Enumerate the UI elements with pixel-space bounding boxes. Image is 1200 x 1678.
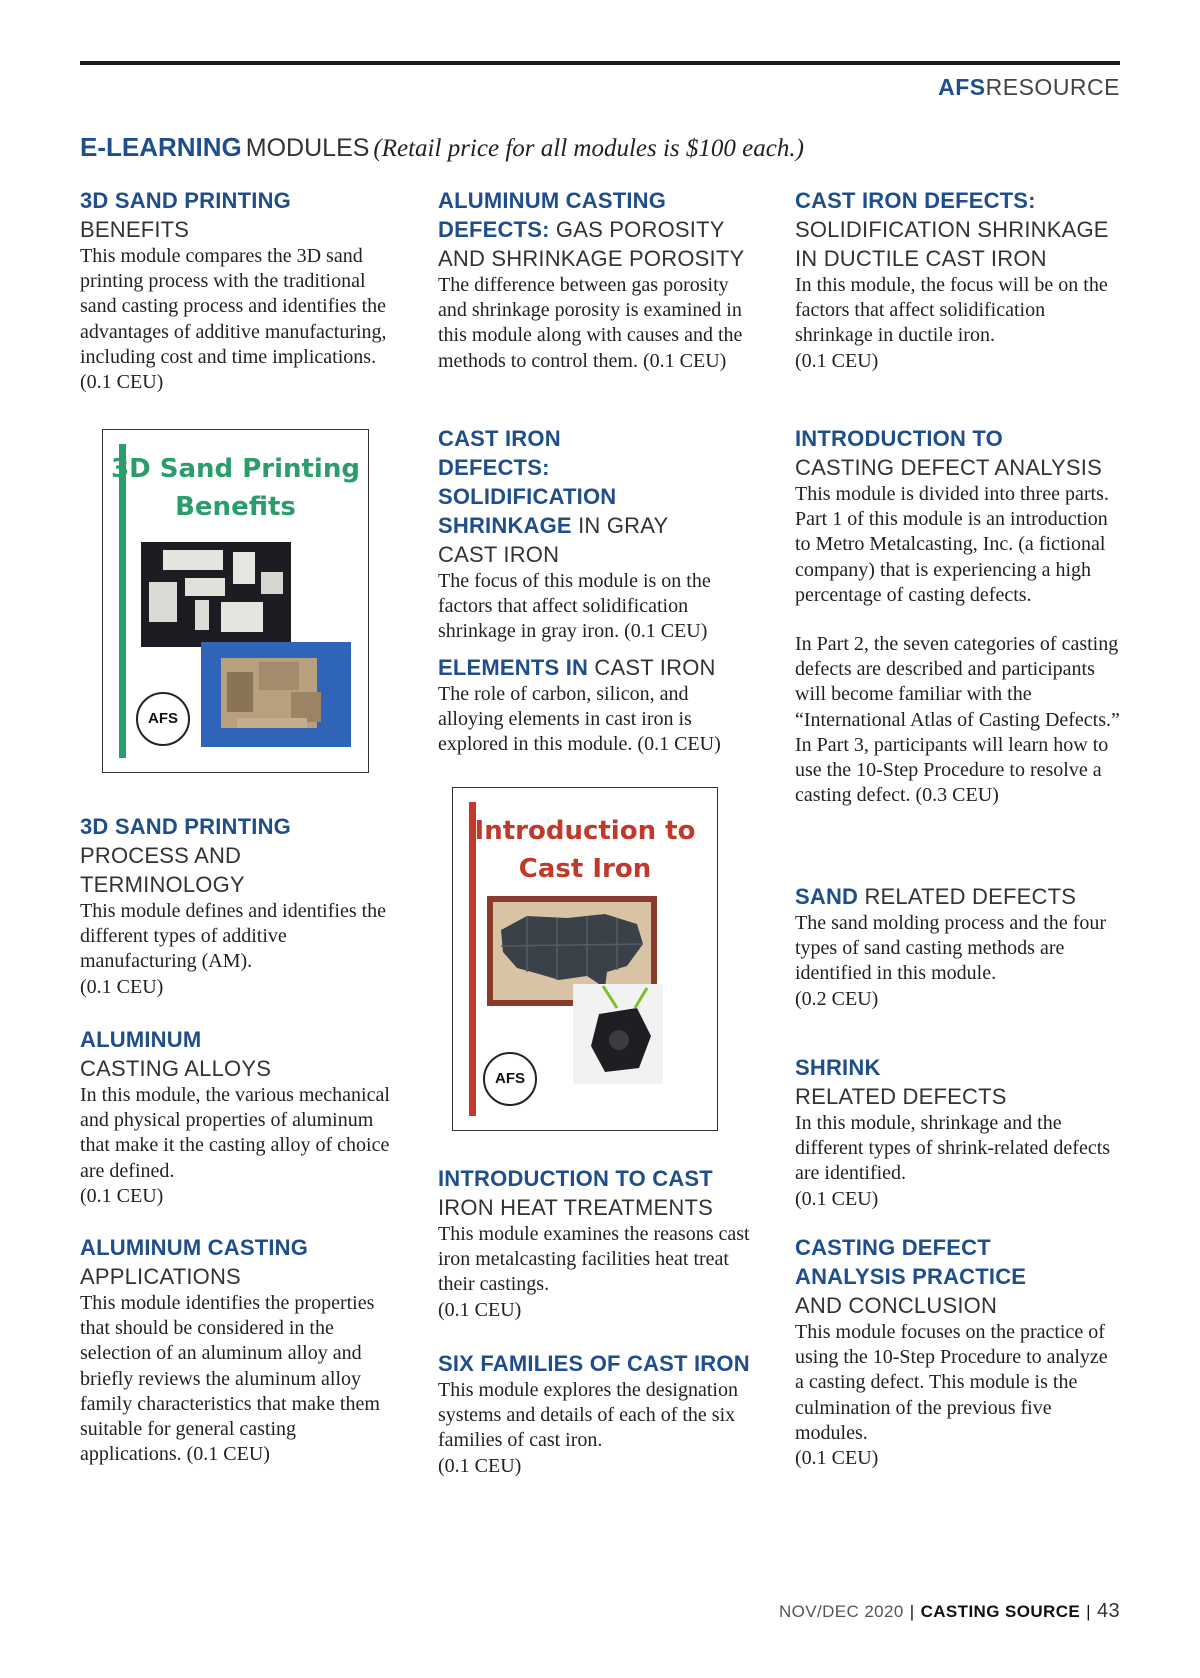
cover-title: Introduction to Cast Iron <box>474 816 696 884</box>
magazine-name: CASTING SOURCE <box>920 1602 1081 1621</box>
cover-introduction-to-cast-iron <box>452 787 718 1131</box>
module-3d-sand-printing-process: 3D SAND PRINTING PROCESS AND TERMINOLOGY This module defines and identifies the different types of additive manufacturing (AM). (0.1 CEU) <box>80 812 400 1000</box>
module-description: The sand molding process and the four types of sand casting methods are identified in this module. <box>795 912 1107 985</box>
module-aluminum-casting-alloys: ALUMINUM CASTING ALLOYS In this module, the various mechanical and physical properties of aluminum that make it the casting alloy of choice are defined. (0.1 CEU) <box>80 1025 400 1209</box>
page-title-light: MODULES <box>245 134 370 162</box>
module-description: In this module, the focus will be on the factors that affect solidification shrinkage in ductile iron. <box>795 274 1108 347</box>
price-note: (Retail price for all modules is $100 each.) <box>373 135 804 162</box>
module-ceu: (0.1 CEU) <box>795 1447 879 1470</box>
section-tag: AFSRESOURCE <box>938 74 1120 100</box>
module-ceu: (0.2 CEU) <box>795 987 879 1010</box>
module-description: The role of carbon, silicon, and alloying elements in cast iron is explored in this module. (0.1 CEU) <box>438 683 721 756</box>
module-description: In this module, the various mechanical and physical properties of aluminum that make it the casting alloy of choice are defined. <box>80 1084 390 1182</box>
module-cast-iron-defects-gray: CAST IRON DEFECTS: SOLIDIFICATION SHRINKAGE IN GRAY CAST IRON The focus of this module is on the factors that affect solidification shrinkage in gray iron. (0.1 CEU) <box>438 424 753 645</box>
top-rule <box>80 61 1120 65</box>
module-ceu: (0.1 CEU) <box>80 1184 164 1207</box>
afs-logo: AFS <box>483 1052 537 1106</box>
module-description: This module examines the reasons cast iron metalcasting facilities heat treat their castings. <box>438 1223 750 1296</box>
module-six-families-of-cast-iron: SIX FAMILIES OF CAST IRON This module explores the designation systems and details of each of the six families of cast iron. (0.1 CEU) <box>438 1349 753 1479</box>
module-ceu: (0.1 CEU) <box>795 349 879 372</box>
module-intro-casting-defect-analysis: INTRODUCTION TO CASTING DEFECT ANALYSIS This module is divided into three parts. Part 1 of this module is an introduction to Metro Metalcasting, Inc. (a fictional company) that is experiencing a high percentage of casting defects. In Part 2, the seven categories of casting defects are described and participants will become familiar with the “International Atlas of Casting Defects.” In Part 3, participants will learn how to use the 10-Step Procedure to resolve a casting defect. (0.3 CEU) <box>795 424 1120 808</box>
page-number: 43 <box>1096 1600 1120 1622</box>
module-aluminum-casting-applications: ALUMINUM CASTING APPLICATIONS This module identifies the properties that should be considered in the selection of an aluminum alloy and briefly reviews the aluminum alloy family characteristics that make them suitable for general casting applications. (0.1 CEU) <box>80 1233 400 1467</box>
module-description: This module compares the 3D sand printing process with the traditional sand casting process and identifies the advantages of additive manufacturing, including cost and time implications. (0.1 CEU) <box>80 245 387 394</box>
module-description-part-2: In Part 2, the seven categories of casting defects are described and participants will become familiar with the “International Atlas of Casting Defects.” In Part 3, participants will learn how to use the 10-Step Procedure to resolve a casting defect. (0.3 CEU) <box>795 633 1120 807</box>
module-description: This module defines and identifies the different types of additive manufacturing (AM). <box>80 900 387 973</box>
module-shrink-related-defects: SHRINK RELATED DEFECTS In this module, shrinkage and the different types of shrink-related defects are identified. (0.1 CEU) <box>795 1053 1120 1212</box>
cover-3d-sand-printing-benefits <box>102 429 369 773</box>
module-casting-defect-analysis-practice: CASTING DEFECT ANALYSIS PRACTICE AND CONCLUSION This module focuses on the practice of using the 10-Step Procedure to analyze a casting defect. This module is the culmination of the previous five modules. (0.1 CEU) <box>795 1233 1120 1471</box>
page-title-bold: E-LEARNING <box>80 132 242 162</box>
module-sand-related-defects: SAND RELATED DEFECTS The sand molding process and the four types of sand casting methods are identified in this module. (0.2 CEU) <box>795 882 1120 1012</box>
module-ceu: (0.1 CEU) <box>438 1454 522 1477</box>
page-title <box>80 132 1120 163</box>
page-footer: NOV/DEC 2020 | CASTING SOURCE | 43 <box>778 1600 1120 1622</box>
afs-logo: AFS <box>136 692 190 746</box>
module-cast-iron-defects-ductile: CAST IRON DEFECTS: SOLIDIFICATION SHRINKAGE IN DUCTILE CAST IRON In this module, the focus will be on the factors that affect solidification shrinkage in ductile iron. (0.1 CEU) <box>795 186 1120 374</box>
module-intro-cast-iron-heat-treatments: INTRODUCTION TO CAST IRON HEAT TREATMENTS This module examines the reasons cast iron metalcasting facilities heat treat their castings. (0.1 CEU) <box>438 1164 753 1323</box>
module-ceu: (0.1 CEU) <box>80 975 164 998</box>
module-description: The focus of this module is on the factors that affect solidification shrinkage in gray iron. (0.1 CEU) <box>438 570 711 643</box>
module-description: This module explores the designation systems and details of each of the six families of cast iron. <box>438 1379 738 1452</box>
issue-date: NOV/DEC 2020 <box>778 1602 904 1621</box>
module-elements-in-cast-iron: ELEMENTS IN CAST IRON The role of carbon, silicon, and alloying elements in cast iron is explored in this module. (0.1 CEU) <box>438 653 753 758</box>
module-description: In this module, shrinkage and the different types of shrink-related defects are identified. <box>795 1112 1111 1185</box>
module-description: This module identifies the properties that should be considered in the selection of an aluminum alloy and briefly reviews the aluminum alloy family characteristics that make them suitable for general casting applications. (0.1 CEU) <box>80 1292 380 1466</box>
module-aluminum-casting-defects: ALUMINUM CASTING DEFECTS: GAS POROSITY AND SHRINKAGE POROSITY The difference between gas porosity and shrinkage porosity is examined in this module along with causes and the methods to control them. (0.1 CEU) <box>438 186 753 374</box>
module-ceu: (0.1 CEU) <box>438 1298 522 1321</box>
module-description: The difference between gas porosity and shrinkage porosity is examined in this module along with causes and the methods to control them. (0.1 CEU) <box>438 274 743 372</box>
cover-title: 3D Sand Printing Benefits <box>111 454 360 522</box>
module-3d-sand-printing-benefits: 3D SAND PRINTING BENEFITS This module compares the 3D sand printing process with the traditional sand casting process and identifies the advantages of additive manufacturing, including cost and time implications. (0.1 CEU) <box>80 186 400 395</box>
module-description: This module is divided into three parts. Part 1 of this module is an introduction to Metro Metalcasting, Inc. (a fictional company) that is experiencing a high percentage of casting defects. <box>795 483 1109 606</box>
module-ceu: (0.1 CEU) <box>795 1187 879 1210</box>
module-description: This module focuses on the practice of using the 10-Step Procedure to analyze a casting defect. This module is the culmination of the previous five modules. <box>795 1321 1108 1444</box>
